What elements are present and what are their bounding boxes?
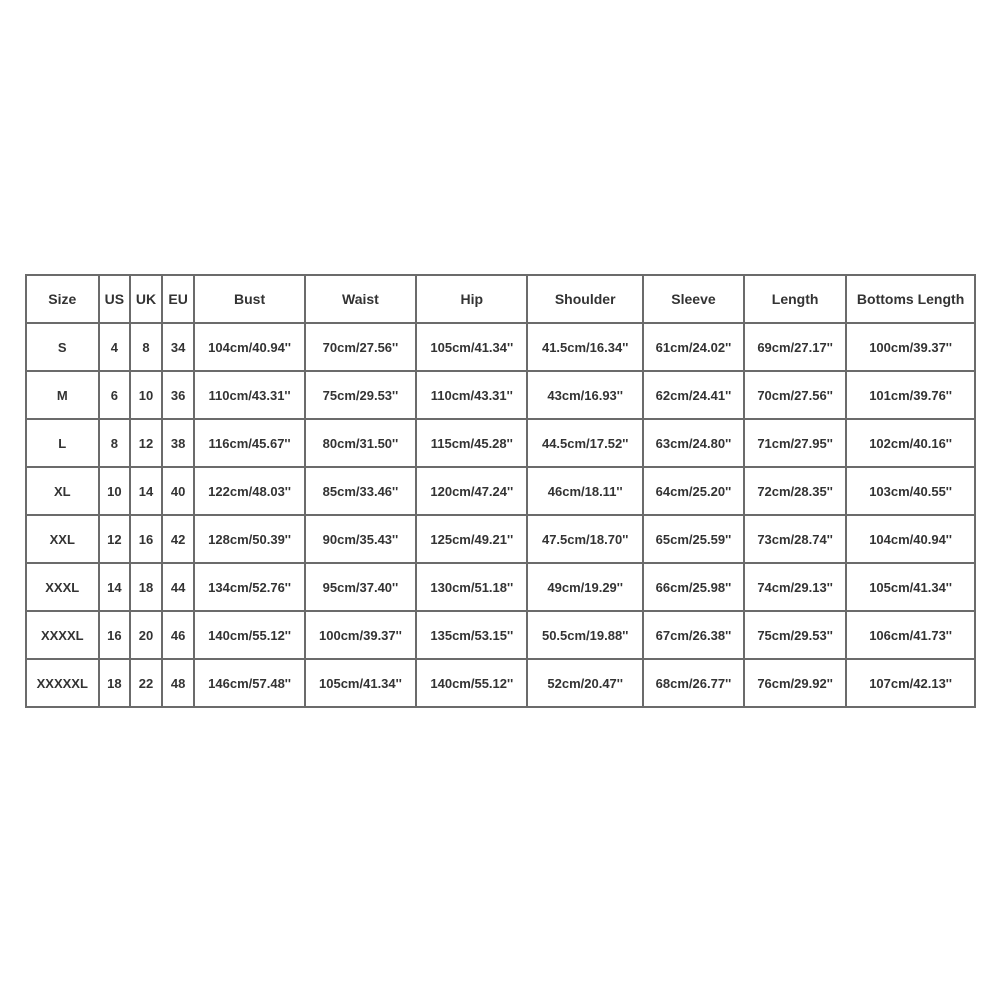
cell-shoulder: 49cm/19.29'' <box>528 564 641 610</box>
cell-size: XXXXL <box>27 612 98 658</box>
cell-eu: 42 <box>163 516 194 562</box>
cell-bottoms-length: 102cm/40.16'' <box>847 420 974 466</box>
cell-bust: 116cm/45.67'' <box>195 420 303 466</box>
cell-waist: 80cm/31.50'' <box>306 420 415 466</box>
cell-waist: 95cm/37.40'' <box>306 564 415 610</box>
cell-length: 76cm/29.92'' <box>745 660 845 706</box>
cell-waist: 85cm/33.46'' <box>306 468 415 514</box>
cell-eu: 44 <box>163 564 194 610</box>
cell-shoulder: 46cm/18.11'' <box>528 468 641 514</box>
cell-sleeve: 65cm/25.59'' <box>644 516 743 562</box>
cell-size: L <box>27 420 98 466</box>
cell-waist: 75cm/29.53'' <box>306 372 415 418</box>
cell-waist: 70cm/27.56'' <box>306 324 415 370</box>
cell-sleeve: 67cm/26.38'' <box>644 612 743 658</box>
header-uk: UK <box>131 276 161 322</box>
cell-length: 71cm/27.95'' <box>745 420 845 466</box>
cell-uk: 20 <box>131 612 161 658</box>
header-sleeve: Sleeve <box>644 276 743 322</box>
cell-length: 69cm/27.17'' <box>745 324 845 370</box>
cell-bust: 110cm/43.31'' <box>195 372 303 418</box>
cell-bottoms-length: 101cm/39.76'' <box>847 372 974 418</box>
table-row <box>27 516 974 562</box>
cell-bust: 146cm/57.48'' <box>195 660 303 706</box>
cell-bottoms-length: 100cm/39.37'' <box>847 324 974 370</box>
cell-length: 70cm/27.56'' <box>745 372 845 418</box>
cell-shoulder: 52cm/20.47'' <box>528 660 641 706</box>
cell-bust: 122cm/48.03'' <box>195 468 303 514</box>
cell-us: 10 <box>100 468 130 514</box>
cell-shoulder: 41.5cm/16.34'' <box>528 324 641 370</box>
cell-us: 8 <box>100 420 130 466</box>
cell-size: M <box>27 372 98 418</box>
cell-waist: 105cm/41.34'' <box>306 660 415 706</box>
header-length: Length <box>745 276 845 322</box>
cell-hip: 110cm/43.31'' <box>417 372 526 418</box>
cell-size: XXXXXL <box>27 660 98 706</box>
header-us: US <box>100 276 130 322</box>
header-row <box>27 276 974 322</box>
cell-us: 18 <box>100 660 130 706</box>
cell-bust: 104cm/40.94'' <box>195 324 303 370</box>
table-row <box>27 612 974 658</box>
cell-shoulder: 50.5cm/19.88'' <box>528 612 641 658</box>
header-bust: Bust <box>195 276 303 322</box>
cell-size: XL <box>27 468 98 514</box>
table-row <box>27 420 974 466</box>
cell-uk: 18 <box>131 564 161 610</box>
cell-uk: 8 <box>131 324 161 370</box>
cell-eu: 34 <box>163 324 194 370</box>
cell-eu: 38 <box>163 420 194 466</box>
cell-length: 75cm/29.53'' <box>745 612 845 658</box>
size-chart-container <box>25 274 976 708</box>
cell-us: 12 <box>100 516 130 562</box>
cell-hip: 105cm/41.34'' <box>417 324 526 370</box>
cell-uk: 10 <box>131 372 161 418</box>
cell-uk: 14 <box>131 468 161 514</box>
cell-eu: 40 <box>163 468 194 514</box>
cell-bottoms-length: 106cm/41.73'' <box>847 612 974 658</box>
cell-us: 4 <box>100 324 130 370</box>
cell-size: XXL <box>27 516 98 562</box>
cell-size: S <box>27 324 98 370</box>
table-row <box>27 564 974 610</box>
cell-length: 74cm/29.13'' <box>745 564 845 610</box>
cell-uk: 12 <box>131 420 161 466</box>
cell-size: XXXL <box>27 564 98 610</box>
cell-us: 6 <box>100 372 130 418</box>
header-waist: Waist <box>306 276 415 322</box>
cell-waist: 100cm/39.37'' <box>306 612 415 658</box>
cell-hip: 130cm/51.18'' <box>417 564 526 610</box>
cell-uk: 16 <box>131 516 161 562</box>
header-bottoms-length: Bottoms Length <box>847 276 974 322</box>
cell-eu: 46 <box>163 612 194 658</box>
cell-sleeve: 68cm/26.77'' <box>644 660 743 706</box>
cell-bust: 128cm/50.39'' <box>195 516 303 562</box>
cell-sleeve: 62cm/24.41'' <box>644 372 743 418</box>
cell-length: 72cm/28.35'' <box>745 468 845 514</box>
table-row <box>27 324 974 370</box>
cell-hip: 120cm/47.24'' <box>417 468 526 514</box>
cell-hip: 135cm/53.15'' <box>417 612 526 658</box>
cell-eu: 36 <box>163 372 194 418</box>
cell-shoulder: 47.5cm/18.70'' <box>528 516 641 562</box>
cell-us: 14 <box>100 564 130 610</box>
header-size: Size <box>27 276 98 322</box>
cell-hip: 115cm/45.28'' <box>417 420 526 466</box>
cell-bottoms-length: 103cm/40.55'' <box>847 468 974 514</box>
cell-eu: 48 <box>163 660 194 706</box>
cell-length: 73cm/28.74'' <box>745 516 845 562</box>
size-chart-table <box>25 274 976 708</box>
cell-bust: 134cm/52.76'' <box>195 564 303 610</box>
table-row <box>27 468 974 514</box>
cell-us: 16 <box>100 612 130 658</box>
header-hip: Hip <box>417 276 526 322</box>
cell-hip: 140cm/55.12'' <box>417 660 526 706</box>
table-row <box>27 372 974 418</box>
cell-shoulder: 43cm/16.93'' <box>528 372 641 418</box>
cell-sleeve: 63cm/24.80'' <box>644 420 743 466</box>
header-shoulder: Shoulder <box>528 276 641 322</box>
cell-bottoms-length: 105cm/41.34'' <box>847 564 974 610</box>
cell-bottoms-length: 104cm/40.94'' <box>847 516 974 562</box>
cell-sleeve: 64cm/25.20'' <box>644 468 743 514</box>
cell-hip: 125cm/49.21'' <box>417 516 526 562</box>
size-chart-body <box>27 276 974 706</box>
cell-shoulder: 44.5cm/17.52'' <box>528 420 641 466</box>
cell-uk: 22 <box>131 660 161 706</box>
table-row <box>27 660 974 706</box>
cell-sleeve: 66cm/25.98'' <box>644 564 743 610</box>
cell-sleeve: 61cm/24.02'' <box>644 324 743 370</box>
header-eu: EU <box>163 276 194 322</box>
cell-waist: 90cm/35.43'' <box>306 516 415 562</box>
cell-bottoms-length: 107cm/42.13'' <box>847 660 974 706</box>
cell-bust: 140cm/55.12'' <box>195 612 303 658</box>
